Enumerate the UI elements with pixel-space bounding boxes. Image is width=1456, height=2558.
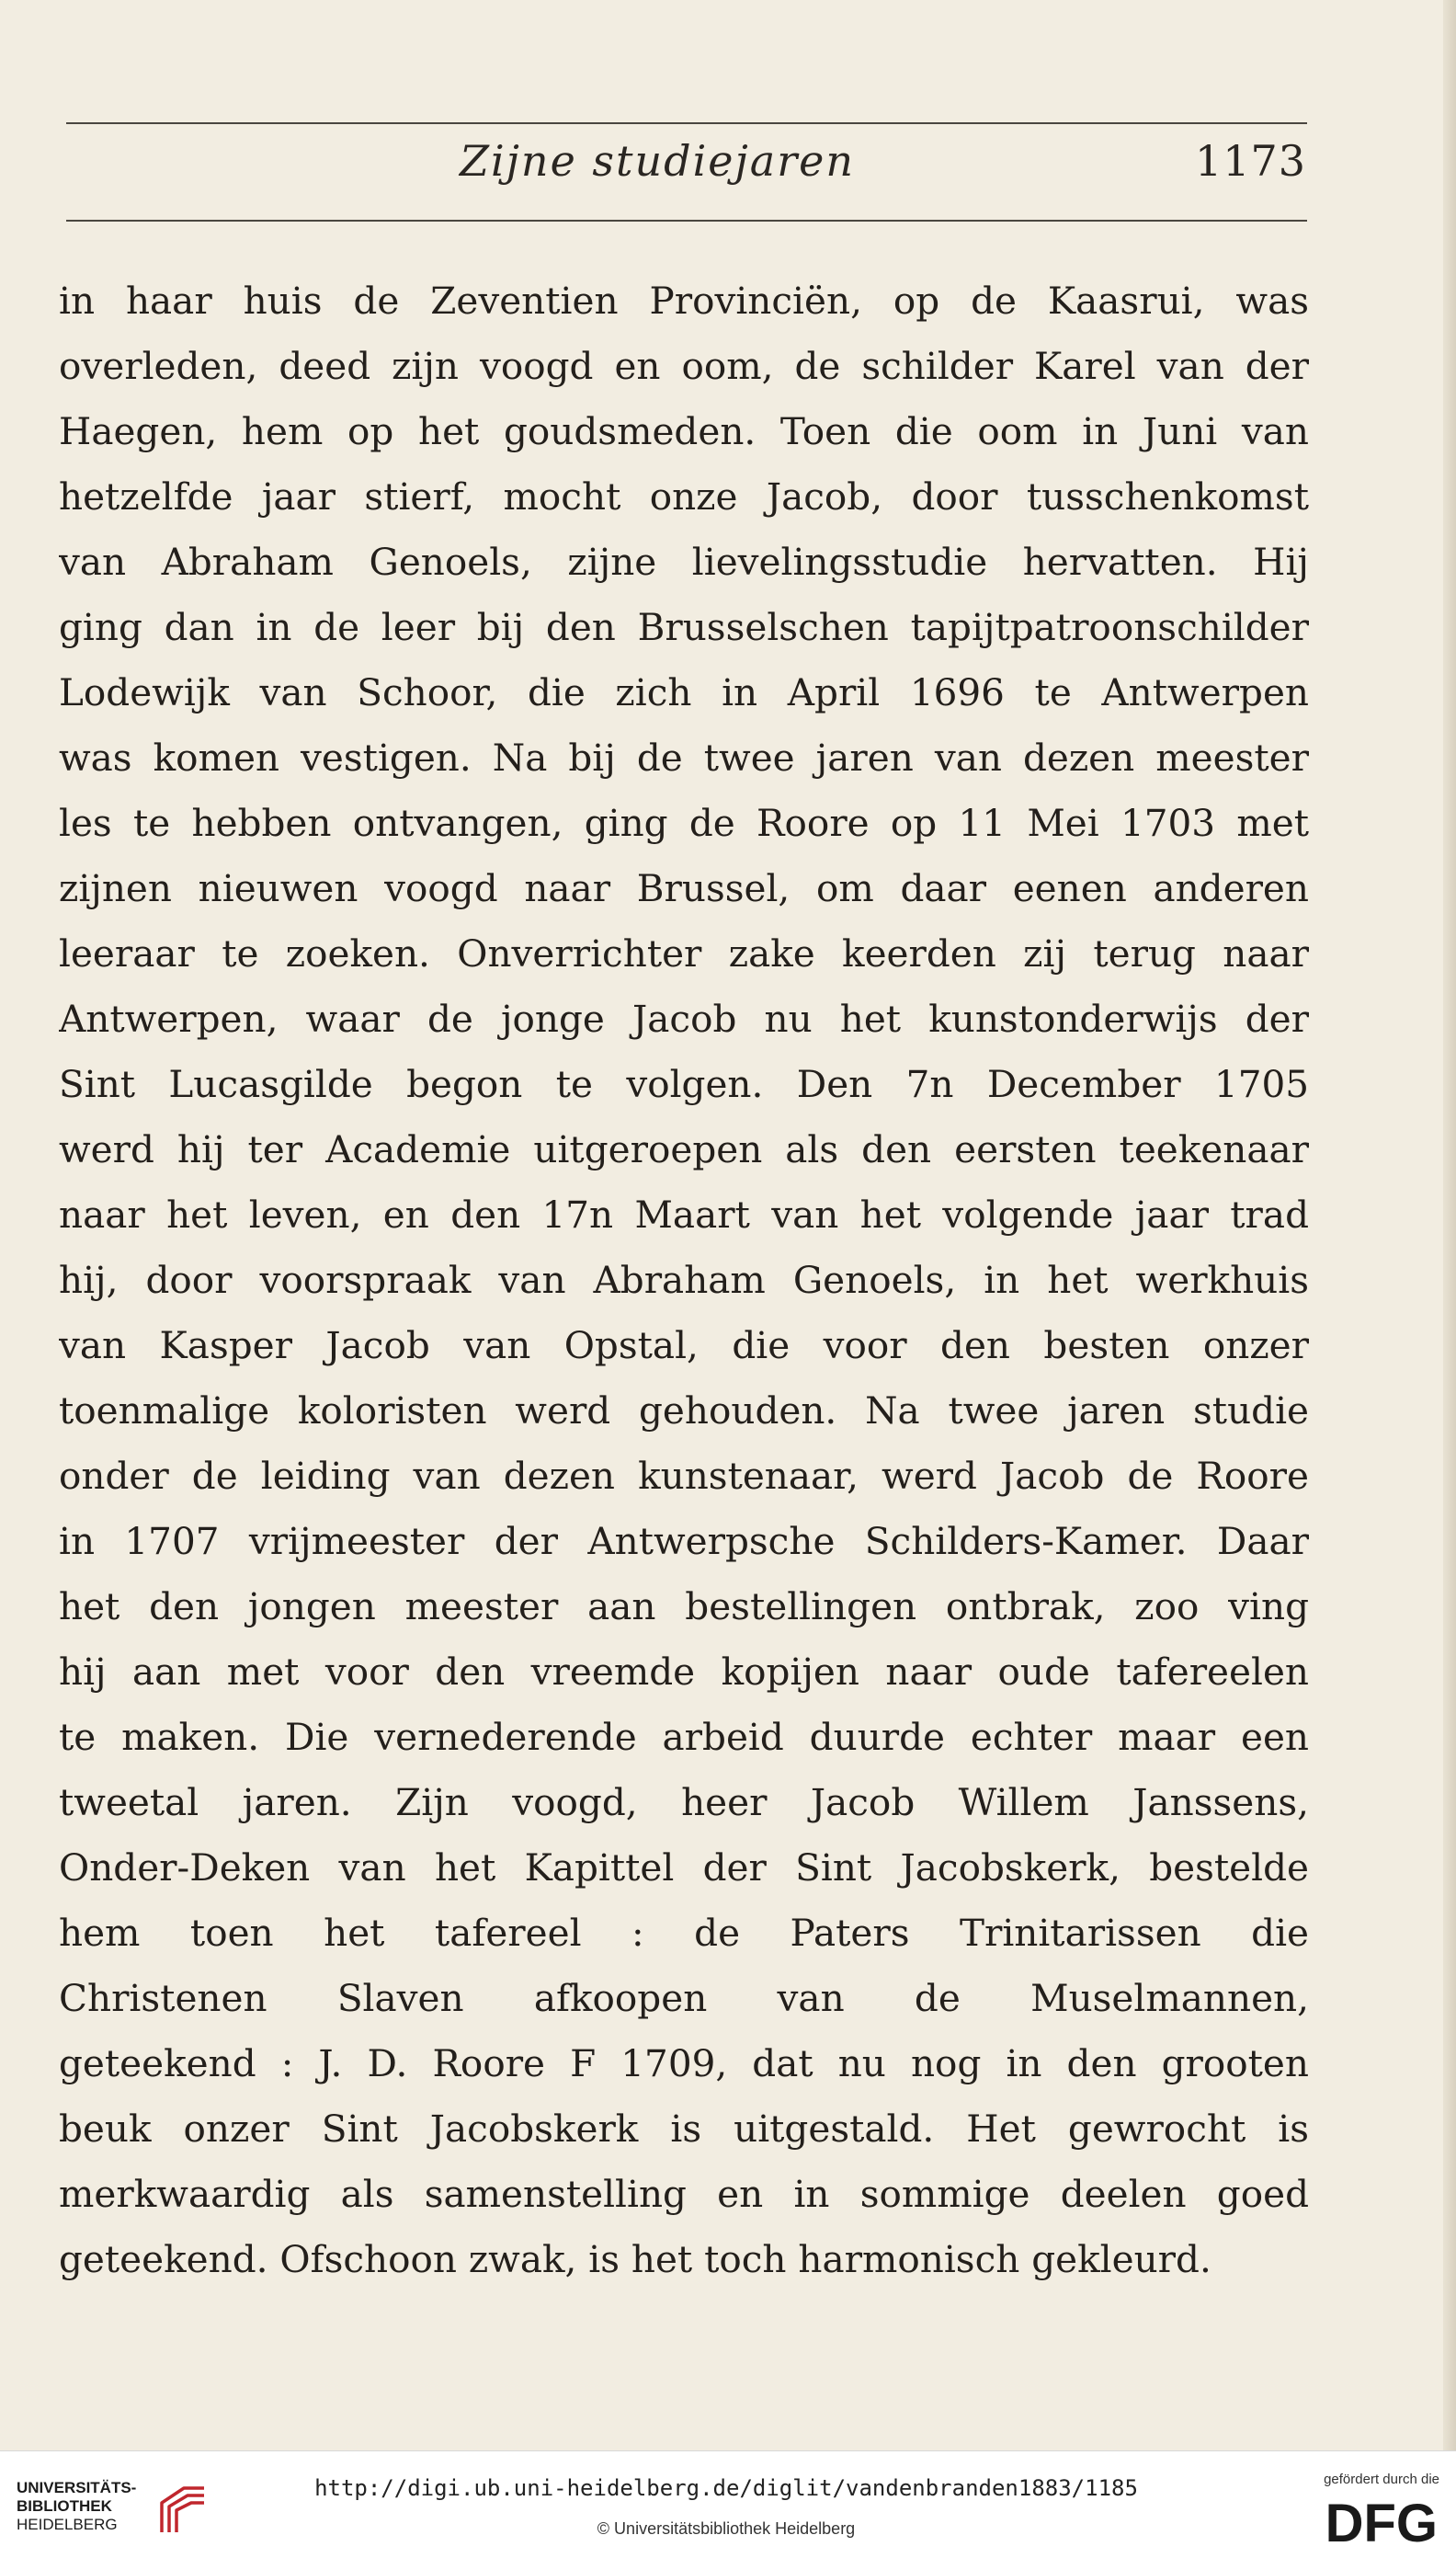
text-line: beuk onzer Sint Jacobskerk is uitgestald. Het gewrocht is <box>59 2107 1309 2151</box>
page-edge-shadow <box>1443 0 1456 2450</box>
text-line: hem toen het tafereel : de Paters Trinitarissen die <box>59 1911 1309 1955</box>
text-line: was komen vestigen. Na bij de twee jaren van dezen meester <box>59 736 1309 780</box>
copyright-notice: © Universitätsbibliothek Heidelberg <box>597 2519 856 2538</box>
text-line: in haar huis de Zeventien Provinciën, op de Kaasrui, was <box>59 279 1309 323</box>
funding-block <box>1283 2472 1439 2551</box>
dfg-logo-icon <box>1291 2492 1439 2549</box>
text-line: het den jongen meester aan bestellingen ontbrak, zoo ving <box>59 1584 1309 1628</box>
text-line: overleden, deed zijn voogd en oom, de schilder Karel van der <box>59 344 1309 388</box>
viewer-footer <box>0 2450 1456 2558</box>
library-name <box>17 2479 154 2534</box>
text-line: Haegen, hem op het goudsmeden. Toen die oom in Juni van <box>59 409 1309 453</box>
text-line: hetzelfde jaar stierf, mocht onze Jacob, door tusschenkomst <box>59 474 1309 519</box>
permalink-url[interactable]: http://digi.ub.uni-heidelberg.de/diglit/vandenbranden1883/1185 <box>314 2475 1138 2501</box>
text-line: geteekend. Ofschoon zwak, is het toch harmonisch gekleurd. <box>59 2237 1211 2281</box>
header-rule-top <box>66 122 1307 124</box>
text-line: onder de leiding van dezen kunstenaar, werd Jacob de Roore <box>59 1454 1309 1498</box>
running-title: Zijne studiejaren <box>460 136 856 186</box>
dfg-logo-text: DFG <box>1325 2494 1438 2549</box>
text-line: Lodewijk van Schoor, die zich in April 1696 te Antwerpen <box>59 670 1309 714</box>
page-number: 1173 <box>1195 136 1307 186</box>
text-line: merkwaardig als samenstelling en in sommige deelen goed <box>59 2172 1309 2216</box>
text-line: ging dan in de leer bij den Brusselschen tapijtpatroonschilder <box>59 605 1309 649</box>
text-line: les te hebben ontvangen, ging de Roore op 11 Mei 1703 met <box>59 801 1309 845</box>
text-line: geteekend : J. D. Roore F 1709, dat nu nog in den grooten <box>59 2041 1309 2085</box>
text-line: in 1707 vrijmeester der Antwerpsche Schilders-Kamer. Daar <box>59 1519 1309 1563</box>
text-line: zijnen nieuwen voogd naar Brussel, om daar eenen anderen <box>59 866 1309 910</box>
header-rule-bottom <box>66 220 1307 222</box>
funding-caption: gefördert durch die <box>1324 2472 1439 2487</box>
text-line: van Kasper Jacob van Opstal, die voor den besten onzer <box>59 1323 1309 1367</box>
text-line: te maken. Die vernederende arbeid duurde echter maar een <box>59 1715 1309 1759</box>
text-line: naar het leven, en den 17n Maart van het volgende jaar trad <box>59 1193 1309 1237</box>
library-name-line: HEIDELBERG <box>17 2516 118 2533</box>
library-mark-icon <box>156 2483 210 2538</box>
text-line: hij, door voorspraak van Abraham Genoels, in het werkhuis <box>59 1258 1309 1302</box>
text-line: Christenen Slaven afkoopen van de Muselmannen, <box>59 1976 1309 2020</box>
text-line: tweetal jaren. Zijn voogd, heer Jacob Willem Janssens, <box>59 1780 1309 1824</box>
text-line: Antwerpen, waar de jonge Jacob nu het kunstonderwijs der <box>59 997 1309 1041</box>
text-line: hij aan met voor den vreemde kopijen naar oude tafereelen <box>59 1650 1309 1694</box>
text-line: Sint Lucasgilde begon te volgen. Den 7n December 1705 <box>59 1062 1309 1106</box>
body-text <box>59 268 1309 2292</box>
text-line: werd hij ter Academie uitgeroepen als den eersten teekenaar <box>59 1127 1309 1171</box>
text-line: leeraar te zoeken. Onverrichter zake keerden zij terug naar <box>59 931 1309 976</box>
library-name-line: UNIVERSITÄTS- <box>17 2479 137 2496</box>
text-line: toenmalige koloristen werd gehouden. Na twee jaren studie <box>59 1388 1309 1433</box>
library-name-line: BIBLIOTHEK <box>17 2497 112 2515</box>
text-line: Onder-Deken van het Kapittel der Sint Jacobskerk, bestelde <box>59 1845 1309 1890</box>
library-logo[interactable] <box>17 2479 210 2543</box>
text-line: van Abraham Genoels, zijne lievelingsstudie hervatten. Hij <box>59 540 1309 584</box>
